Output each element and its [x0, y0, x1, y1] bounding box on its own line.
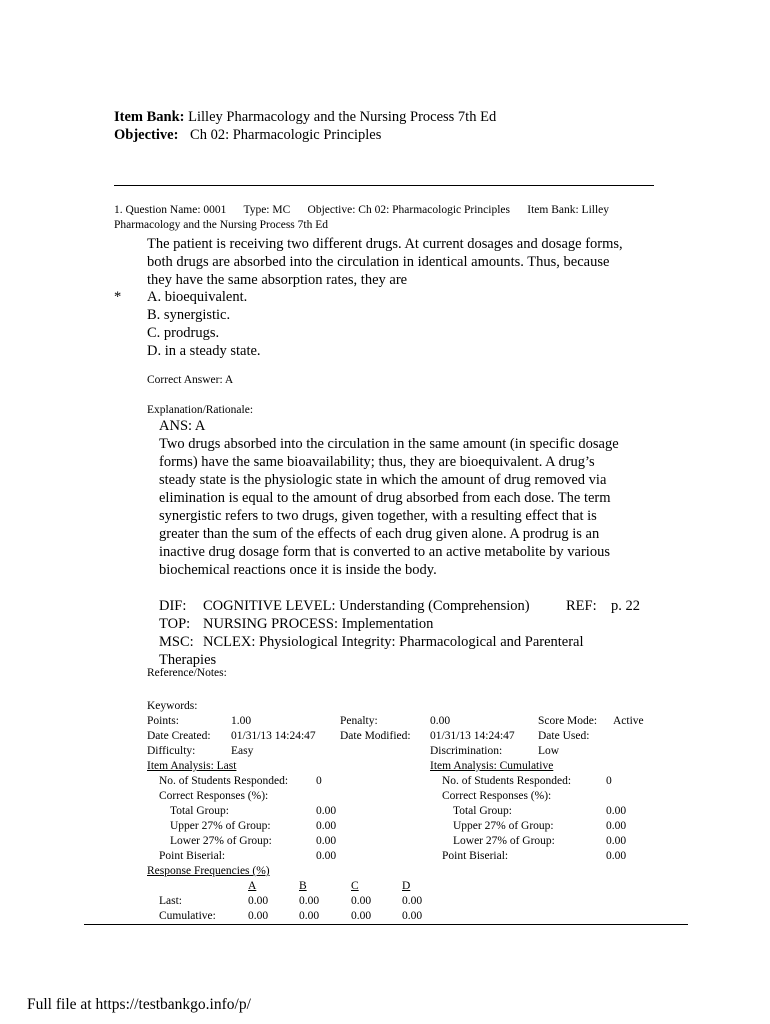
stem-line: they have the same absorption rates, they are	[147, 272, 408, 288]
ref-value: p. 22	[611, 598, 640, 614]
response-frequencies-title: Response Frequencies (%)	[147, 865, 270, 877]
date-created-value: 01/31/13 14:24:47	[231, 730, 316, 742]
item-bank-value: Lilley Pharmacology and the Nursing Process 7th Ed	[188, 109, 497, 125]
footer-divider	[84, 924, 688, 925]
dif-label: DIF:	[159, 598, 187, 614]
last-lower-label: Lower 27% of Group:	[170, 835, 272, 847]
explanation-line: ANS: A	[159, 418, 206, 434]
date-created-label: Date Created:	[147, 730, 211, 742]
points-value: 1.00	[231, 715, 252, 727]
freq-col-a: A	[248, 880, 257, 892]
keywords-label: Keywords:	[147, 700, 198, 712]
item-bank-line	[114, 109, 496, 126]
explanation-line: biochemical reactions once it is inside the body.	[159, 562, 437, 578]
footer-link-text: Full file at https://testbankgo.info/p/	[27, 996, 251, 1013]
item-analysis-cumulative-title: Item Analysis: Cumulative	[430, 760, 554, 772]
freq-cum-label: Cumulative:	[159, 910, 216, 922]
last-total-label: Total Group:	[170, 805, 229, 817]
discrimination-label: Discrimination:	[430, 745, 503, 757]
date-used-label: Date Used:	[538, 730, 590, 742]
objective-label: Objective:	[114, 127, 179, 143]
cum-lower-label: Lower 27% of Group:	[453, 835, 555, 847]
difficulty-value: Easy	[231, 745, 254, 757]
date-modified-value: 01/31/13 14:24:47	[430, 730, 515, 742]
last-lower-value: 0.00	[316, 835, 337, 847]
last-upper-value: 0.00	[316, 820, 337, 832]
cum-lower-value: 0.00	[606, 835, 627, 847]
cum-total-label: Total Group:	[453, 805, 512, 817]
freq-last-label: Last:	[159, 895, 182, 907]
dif-value: COGNITIVE LEVEL: Understanding (Comprehension)	[203, 598, 530, 614]
last-responded-value: 0	[316, 775, 322, 787]
freq-cum-d: 0.00	[402, 910, 423, 922]
freq-col-c: C	[351, 880, 359, 892]
option-b: B. synergistic.	[147, 307, 231, 323]
msc-value-continued: Therapies	[159, 652, 217, 668]
explanation-line: synergistic refers to two drugs, given together, with a resulting effect that is	[159, 508, 597, 524]
date-modified-label: Date Modified:	[340, 730, 411, 742]
msc-label: MSC:	[159, 634, 194, 650]
explanation-line: steady state is the physiologic state in which the amount of drug removed via	[159, 472, 607, 488]
cum-upper-label: Upper 27% of Group:	[453, 820, 554, 832]
freq-last-b: 0.00	[299, 895, 320, 907]
objective-value: Ch 02: Pharmacologic Principles	[190, 127, 382, 143]
last-correct-label: Correct Responses (%):	[159, 790, 269, 802]
score-mode-value: Active	[613, 715, 644, 727]
cum-correct-label: Correct Responses (%):	[442, 790, 552, 802]
option-a: A. bioequivalent.	[147, 289, 248, 305]
reference-notes: Reference/Notes:	[147, 667, 227, 679]
objective-line	[114, 127, 381, 144]
explanation-line: inactive drug dosage form that is converted to an active metabolite by various	[159, 544, 610, 560]
explanation-line: elimination is equal to the amount of drug absorbed from each dose. The term	[159, 490, 611, 506]
freq-cum-b: 0.00	[299, 910, 320, 922]
item-analysis-last-title: Item Analysis: Last	[147, 760, 237, 772]
explanation-text	[159, 417, 619, 579]
freq-cum-c: 0.00	[351, 910, 372, 922]
top-value: NURSING PROCESS: Implementation	[203, 616, 434, 632]
last-upper-label: Upper 27% of Group:	[170, 820, 271, 832]
option-d: D. in a steady state.	[147, 343, 261, 359]
answer-options	[147, 288, 261, 360]
stem-line: The patient is receiving two different drugs. At current dosages and dosage forms,	[147, 236, 623, 252]
last-total-value: 0.00	[316, 805, 337, 817]
explanation-label: Explanation/Rationale:	[147, 404, 254, 416]
question-meta-line-1: 1. Question Name: 0001 Type: MC Objective: Ch 02: Pharmacologic Principles Item Bank: Lilley	[114, 204, 610, 216]
msc-value: NCLEX: Physiological Integrity: Pharmacological and Parenteral	[203, 634, 584, 650]
last-biserial-label: Point Biserial:	[159, 850, 226, 862]
penalty-value: 0.00	[430, 715, 451, 727]
correct-marker: *	[114, 289, 122, 305]
freq-col-d: D	[402, 880, 411, 892]
cum-upper-value: 0.00	[606, 820, 627, 832]
question-stem	[147, 235, 623, 289]
freq-last-a: 0.00	[248, 895, 269, 907]
discrimination-value: Low	[538, 745, 560, 757]
cum-total-value: 0.00	[606, 805, 627, 817]
cum-biserial-label: Point Biserial:	[442, 850, 509, 862]
points-label: Points:	[147, 715, 179, 727]
cum-responded-label: No. of Students Responded:	[442, 775, 572, 787]
item-bank-label: Item Bank:	[114, 109, 185, 125]
score-mode-label: Score Mode:	[538, 715, 598, 727]
explanation-line: forms) have the same bioavailability; thus, they are bioequivalent. A drug’s	[159, 454, 595, 470]
option-c: C. prodrugs.	[147, 325, 220, 341]
freq-last-c: 0.00	[351, 895, 372, 907]
penalty-label: Penalty:	[340, 715, 378, 727]
correct-answer: Correct Answer: A	[147, 374, 234, 386]
explanation-line: Two drugs absorbed into the circulation in the same amount (in specific dosage	[159, 436, 619, 452]
freq-cum-a: 0.00	[248, 910, 269, 922]
ref-label: REF:	[566, 598, 597, 614]
top-label: TOP:	[159, 616, 191, 632]
last-responded-label: No. of Students Responded:	[159, 775, 289, 787]
difficulty-label: Difficulty:	[147, 745, 196, 757]
explanation-line: greater than the sum of the effects of each drug given alone. A prodrug is an	[159, 526, 600, 542]
freq-last-d: 0.00	[402, 895, 423, 907]
cum-responded-value: 0	[606, 775, 612, 787]
question-meta-line-2: Pharmacology and the Nursing Process 7th Ed	[114, 219, 328, 231]
last-biserial-value: 0.00	[316, 850, 337, 862]
cum-biserial-value: 0.00	[606, 850, 627, 862]
stem-line: both drugs are absorbed into the circulation in identical amounts. Thus, because	[147, 254, 610, 270]
freq-col-b: B	[299, 880, 307, 892]
header-divider	[114, 185, 654, 186]
